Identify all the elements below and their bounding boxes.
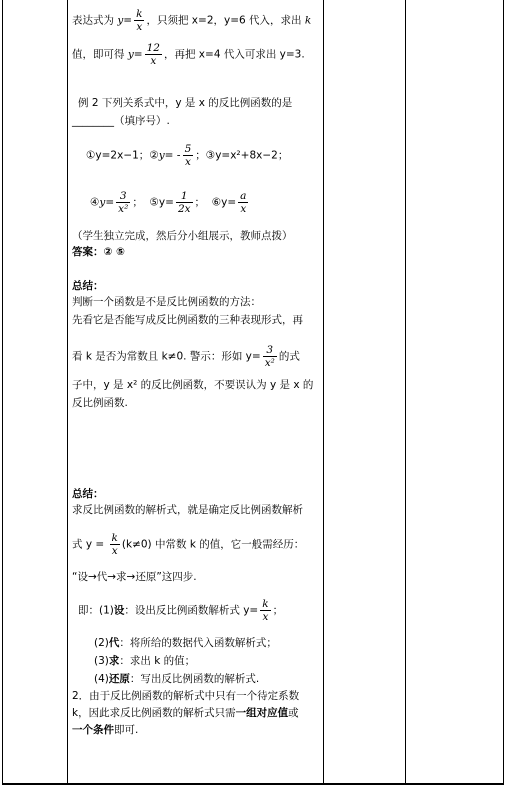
summary2-line3: “设→代→求→还原”这四步. xyxy=(72,571,197,583)
summary2-line1: 求反比例函数的解析式，就是确定反比例函数解析 xyxy=(72,504,303,516)
fraction-12-over-x: $\frac{12}{x}$ xyxy=(146,42,160,67)
section1-line2: 值，即可得 y= $\frac{12}{x}$ ，再把 x=4 代入可求出 y=3. xyxy=(72,42,305,67)
summary2-line2: 式 y = $\frac{k}{x}$ (k≠0) 中常数 k 的值，它一般需经历： xyxy=(72,532,305,557)
summary1-line4: 子中，y 是 x² 的反比例函数，不要误认为 y 是 x 的 xyxy=(72,379,314,391)
fraction-1-over-2x: $\frac{1}{2x}$ xyxy=(177,190,191,215)
summary1-line2: 先看它是否能写成反比例函数的三种表现形式，再 xyxy=(72,314,303,326)
summary2-point2-line3: 一个条件即可. xyxy=(72,724,139,736)
content-cell xyxy=(68,0,322,785)
summary1-line1: 判断一个函数是不是反比例函数的方法： xyxy=(72,296,261,308)
fraction-3-over-x2: $\frac{3}{\text{x²}}$ xyxy=(118,190,129,215)
fraction-k-over-x: $\frac{k}{x}$ xyxy=(136,8,143,33)
fraction-a-over-x: $\frac{a}{x}$ xyxy=(240,190,247,215)
summary2-point2-line2: k，因此求反比例函数的解析式只需一组对应值或 xyxy=(72,707,299,719)
example2-blank: ________（填序号）. xyxy=(72,115,170,127)
summary2-step1: 即：(1)设：设出反比例函数解析式 y= $\frac{k}{x}$ ； xyxy=(78,598,284,623)
fraction-3-over-x2-warning: $\frac{3}{\text{x²}}$ xyxy=(264,344,275,369)
section1-line1: 表达式为 y= $\frac{k}{x}$ ，只须把 x=2，y=6 代入，求出 k xyxy=(72,8,312,33)
summary1-line5: 反比例函数. xyxy=(72,397,128,409)
summary2-heading: 总结： xyxy=(72,488,104,500)
column-divider-3 xyxy=(405,0,406,785)
summary1-line3: 看 k 是否为常数且 k≠0. 警示：形如 y= $\frac{3}{\text{x²}}$ 的式 xyxy=(72,344,300,369)
example2-note: （学生独立完成，然后分小组展示，教师点拨） xyxy=(72,230,293,242)
summary2-point2-line1: 2．由于反比例函数的解析式中只有一个待定系数 xyxy=(72,690,300,702)
fraction-5-over-x: $\frac{5}{x}$ xyxy=(184,143,192,168)
summary2-step3: (3)求：求出 k 的值； xyxy=(94,655,196,667)
column-divider-2 xyxy=(323,0,324,785)
fraction-k-over-x-general: $\frac{k}{x}$ xyxy=(111,532,118,557)
example2-title: 例 2 下列关系式中，y 是 x 的反比例函数的是 xyxy=(78,97,293,109)
example2-options-row2: ④y= $\frac{3}{\text{x²}}$ ； ⑤y= $\frac{1}{2x}$ ； ⑥y= $\frac{a}{x}$ xyxy=(90,190,247,215)
example2-answer: 答案：② ⑤ xyxy=(72,246,125,258)
summary2-step2: (2)代：将所给的数据代入函数解析式； xyxy=(94,637,277,649)
example2-options-row1: ①y=2x−1；②y= - $\frac{5}{x}$ ；③y=x²+8x−2； xyxy=(86,143,289,168)
summary2-step4: (4)还原：写出反比例函数的解析式. xyxy=(94,673,260,685)
fraction-k-over-x-step1: $\frac{k}{x}$ xyxy=(262,598,269,623)
summary1-heading: 总结： xyxy=(72,280,104,292)
